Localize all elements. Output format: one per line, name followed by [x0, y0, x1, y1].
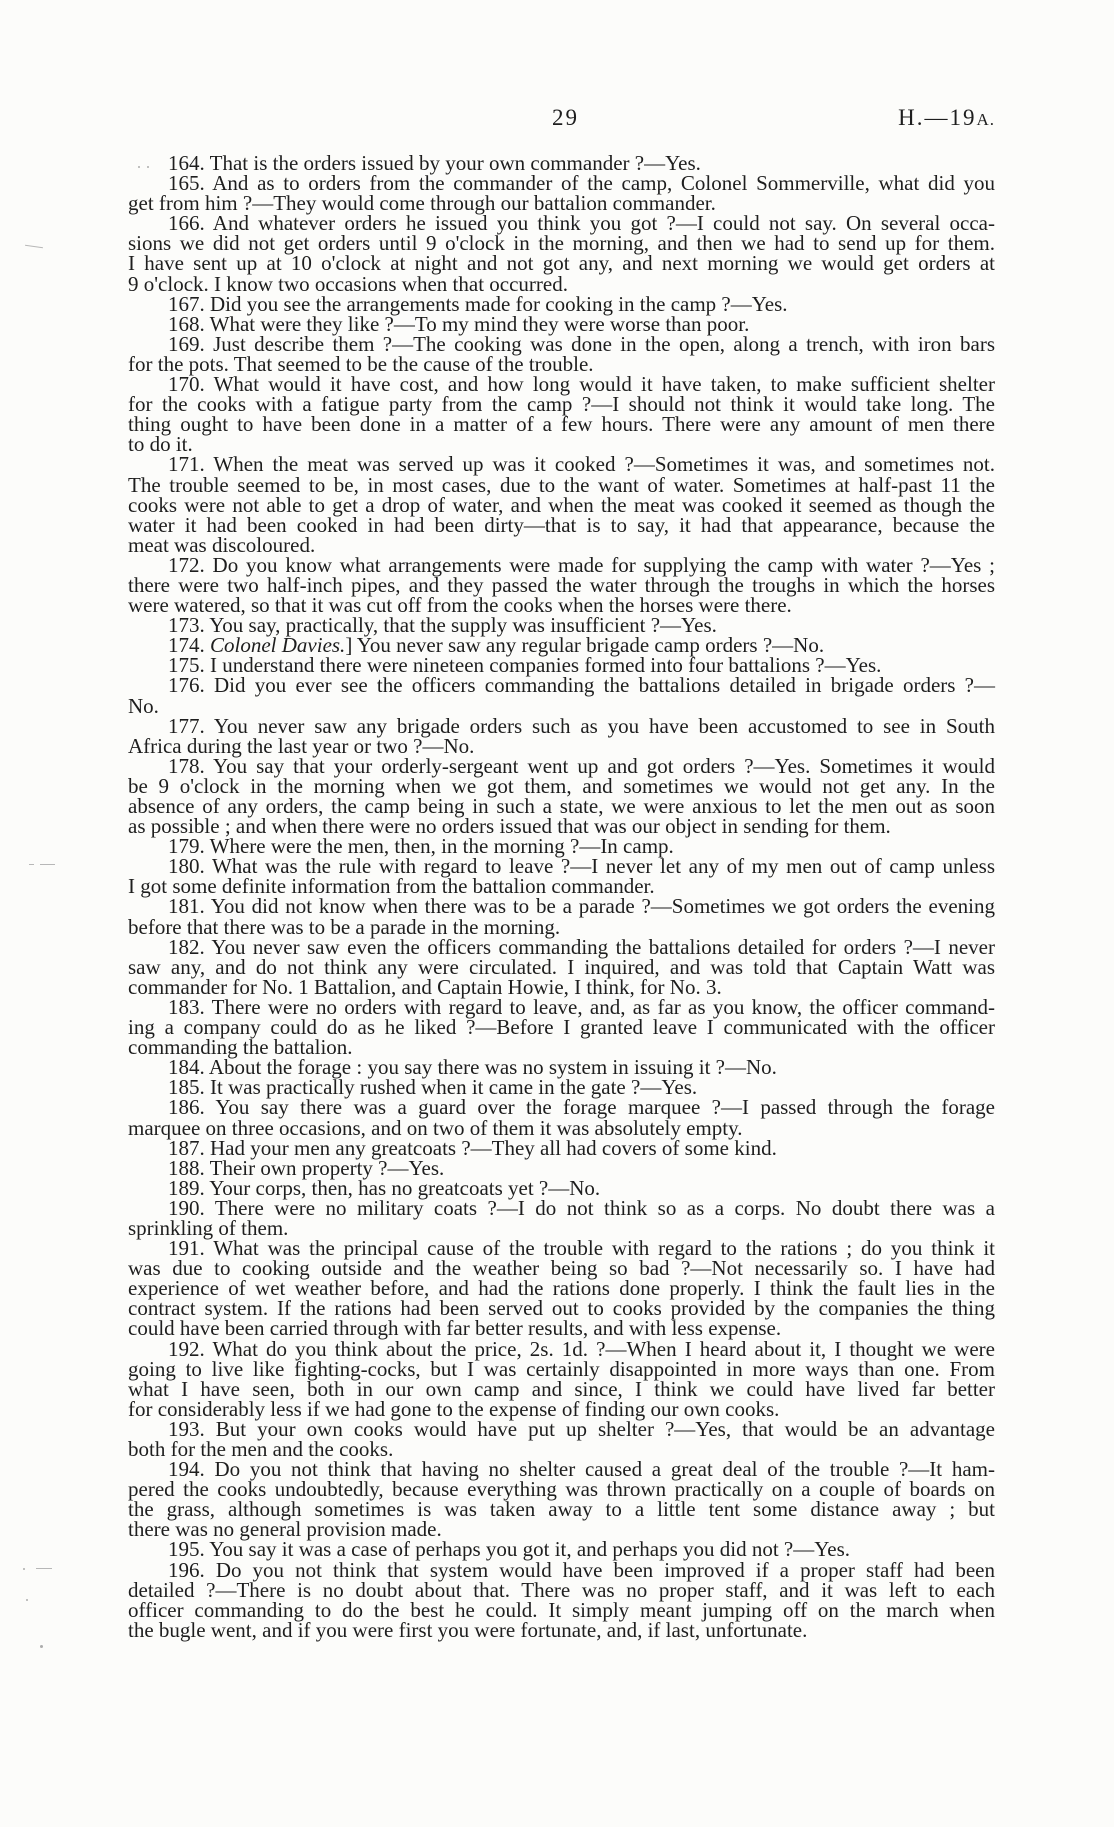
- text-line: absence of any orders, the camp being in such a state, we were anxious to let the men out as soon: [128, 794, 995, 818]
- text-line: were watered, so that it was cut off from the cooks when the horses were there.: [128, 593, 792, 618]
- paragraph: [128, 153, 995, 173]
- text-line: could have been carried through with far better results, and with less expense.: [128, 1316, 782, 1341]
- scan-mark: [29, 864, 34, 865]
- report-id: [898, 104, 995, 134]
- paragraph: [128, 673, 995, 718]
- text-line: ing a company could do as he liked ?—Before I granted leave I communicated with the officer: [128, 1015, 995, 1040]
- paragraph: [128, 1336, 995, 1421]
- paragraph: [128, 291, 995, 316]
- text-line: get from him ?—They would come through our battalion commander.: [128, 191, 716, 216]
- text-line: be 9 o'clock in the morning when we got them, and sometimes we would not get any. In the: [128, 773, 995, 798]
- text-line: The trouble seemed to be, in most cases, due to the want of water. Sometimes at half-past 11 the: [128, 472, 995, 497]
- report-id-main: H.—19: [898, 105, 977, 130]
- paragraph: [128, 1236, 995, 1341]
- text-line: before that there was to be a parade in the morning.: [128, 914, 561, 939]
- paragraph: [128, 633, 995, 658]
- text-segment: 174.: [168, 633, 210, 658]
- text-line: water it had been cooked in had been dirty—that is to say, it had that appearance, because the: [128, 512, 995, 537]
- speaker-name: Colonel Davies.: [210, 633, 346, 658]
- text-line: 9 o'clock. I know two occasions when that occurred.: [128, 271, 568, 296]
- text-line: the grass, although sometimes is was taken away to a little tent some distance away ; but: [128, 1497, 995, 1522]
- text-line: 190. There were no military coats ?—I do not think so as a corps. No doubt there was a: [168, 1195, 995, 1220]
- text-line: 187. Had your men any greatcoats ?—They all had covers of some kind.: [168, 1135, 777, 1160]
- scan-mark: [25, 245, 43, 248]
- text-line: 185. It was practically rushed when it came in the gate ?—Yes.: [168, 1075, 698, 1100]
- paragraph: [128, 1095, 995, 1140]
- text-line: 172. Do you know what arrangements were made for supplying the camp with water ?—Yes ;: [168, 552, 995, 577]
- text-line: commander for No. 1 Battalion, and Captain Howie, I think, for No. 3.: [128, 974, 722, 999]
- scan-mark: [23, 1568, 25, 1570]
- text-line: 195. You say it was a case of perhaps you got it, and perhaps you did not ?—Yes.: [168, 1537, 851, 1562]
- text-line: detailed ?—There is no doubt about that. There was no proper staff, and it was left to each: [128, 1577, 995, 1602]
- paragraph: [128, 1175, 995, 1200]
- scan-mark: [26, 1599, 28, 1601]
- text-line: 177. You never saw any brigade orders such as you have been accustomed to see in South: [168, 713, 995, 738]
- paragraph: [128, 552, 995, 618]
- text-line: meat was discoloured.: [128, 532, 316, 557]
- text-line: 186. You say there was a guard over the forage marquee ?—I passed through the forage: [168, 1095, 995, 1120]
- text-line: 176. Did you ever see the officers commanding the battalions detailed in brigade orders ?—: [168, 673, 995, 698]
- text-line: 193. But your own cooks would have put up shelter ?—Yes, that would be an advantage: [168, 1416, 995, 1441]
- text-line: 171. When the meat was served up was it cooked ?—Sometimes it was, and sometimes not.: [168, 452, 995, 477]
- text-line: there was no general provision made.: [128, 1517, 442, 1542]
- paragraph: [128, 331, 995, 376]
- page-number: 29: [552, 105, 579, 130]
- paragraph: [128, 1075, 995, 1100]
- text-line: 182. You never saw even the officers commanding the battalions detailed for orders ?—I never: [168, 934, 995, 959]
- text-line: 173. You say, practically, that the supply was insufficient ?—Yes.: [168, 613, 717, 638]
- text-line: 192. What do you think about the price, 2s. 1d. ?—When I heard about it, I thought we were: [168, 1336, 995, 1361]
- text-line: 170. What would it have cost, and how long would it have taken, to make sufficient shelter: [168, 372, 995, 397]
- text-line: 189. Your corps, then, has no greatcoats yet ?—No.: [168, 1175, 601, 1200]
- text-line: 168. What were they like ?—To my mind they were worse than poor.: [168, 311, 750, 336]
- scan-mark: [40, 864, 55, 865]
- text-line: 194. Do you not think that having no shelter caused a great deal of the trouble ?—It ham-: [168, 1457, 995, 1482]
- text-line: 183. There were no orders with regard to leave, and, as far as you know, the officer command-: [168, 994, 995, 1019]
- text-line: saw any, and do not think any were circulated. I inquired, and was told that Captain Watt was: [128, 954, 995, 979]
- text-line: both for the men and the cooks.: [128, 1437, 394, 1461]
- text-line: 180. What was the rule with regard to leave ?—I never let any of my men out of camp unless: [168, 854, 995, 879]
- text-line: for considerably less if we had gone to the expense of finding our own cooks.: [128, 1396, 780, 1421]
- text-line: 191. What was the principal cause of the trouble with regard to the rations ; do you think it: [168, 1236, 995, 1261]
- scan-mark: [138, 166, 140, 168]
- text-line: as possible ; and when there were no orders issued that was our object in sending for them.: [128, 814, 891, 839]
- paragraph: [128, 653, 995, 678]
- text-line: 196. Do you not think that system would have been improved if a proper staff had been: [168, 1557, 995, 1582]
- text-line: officer commanding to do the best he could. It simply meant jumping off on the march when: [128, 1597, 995, 1622]
- text-line: for the cooks with a fatigue party from the camp ?—I should not think it would take long. The: [128, 392, 995, 417]
- text-segment: ] You never saw any regular brigade camp orders ?—No.: [345, 633, 825, 658]
- scan-mark: [147, 166, 149, 168]
- paragraph: [128, 211, 995, 296]
- text-line: 164. That is the orders issued by your own commander ?—Yes.: [168, 151, 701, 175]
- text-line: thing ought to have been done in a matter of a few hours. There were any amount of men there: [128, 412, 995, 437]
- text-line: the bugle went, and if you were first you were fortunate, and, if last, unfortunate.: [128, 1617, 808, 1642]
- text-line: marquee on three occasions, and on two of them it was absolutely empty.: [128, 1115, 743, 1140]
- paragraph: [128, 1416, 995, 1461]
- text-line: 167. Did you see the arrangements made for cooking in the camp ?—Yes.: [168, 291, 788, 316]
- paragraph: [128, 854, 995, 899]
- text-line: I have sent up at 10 o'clock at night and not got any, and next morning we would get orders at: [128, 251, 995, 276]
- paragraph: [128, 1457, 995, 1542]
- text-line: 165. And as to orders from the commander of the camp, Colonel Sommerville, what did you: [168, 171, 995, 196]
- text-line: pered the cooks undoubtedly, because everything was thrown practically on a couple of boards on: [128, 1477, 995, 1502]
- paragraph: [128, 1135, 995, 1160]
- paragraph: [128, 311, 995, 336]
- text-line: going to live like fighting-cocks, but I was certainly disappointed in more ways than one. From: [128, 1356, 995, 1381]
- text-line: 184. About the forage : you say there was no system in issuing it ?—No.: [168, 1055, 777, 1080]
- text-line: [128, 633, 995, 658]
- text-line: commanding the battalion.: [128, 1035, 353, 1060]
- paragraph: [128, 753, 995, 839]
- text-line: what I have seen, both in our own camp and since, I think we could have lived far better: [128, 1376, 995, 1401]
- text-line: there were two half-inch pipes, and they passed the water through the troughs in which the horses: [128, 572, 995, 597]
- body-text: [128, 153, 995, 1640]
- text-line: sions we did not get orders until 9 o'clock in the morning, and then we had to send up for them.: [128, 231, 995, 256]
- paragraph: [128, 1055, 995, 1080]
- text-line: sprinkling of them.: [128, 1215, 289, 1240]
- text-line: 179. Where were the men, then, in the morning ?—In camp.: [168, 834, 674, 859]
- scan-mark: [40, 1645, 43, 1648]
- text-line: 178. You say that your orderly-sergeant went up and got orders ?—Yes. Sometimes it would: [168, 753, 995, 778]
- text-line: 188. Their own property ?—Yes.: [168, 1155, 445, 1180]
- text-line: contract system. If the rations had been served out to cooks provided by the companies the thing: [128, 1296, 995, 1321]
- text-line: I got some definite information from the battalion commander.: [128, 874, 655, 899]
- paragraph: [128, 171, 995, 216]
- paragraph: [128, 613, 995, 638]
- report-id-suffix: A.: [976, 110, 995, 129]
- paragraph: [128, 372, 995, 457]
- paragraph: [128, 1537, 995, 1562]
- text-line: 175. I understand there were nineteen companies formed into four battalions ?—Yes.: [168, 653, 882, 678]
- paragraph: [128, 834, 995, 859]
- text-line: to do it.: [128, 432, 193, 457]
- paragraph: [128, 1557, 995, 1642]
- text-line: 169. Just describe them ?—The cooking was done in the open, along a trench, with iron bars: [168, 331, 995, 356]
- text-line: was due to cooking outside and the weather being so bad ?—Not necessarily so. I have had: [128, 1256, 995, 1281]
- text-line: 181. You did not know when there was to be a parade ?—Sometimes we got orders the evening: [168, 894, 995, 919]
- text-line: for the pots. That seemed to be the cause of the trouble.: [128, 351, 594, 376]
- paragraph: [128, 894, 995, 939]
- paragraph: [128, 452, 995, 557]
- text-line: experience of wet weather before, and had the rations done properly. I think the fault lies in the: [128, 1276, 995, 1301]
- scan-mark: [36, 1568, 52, 1569]
- paragraph: [128, 713, 995, 758]
- text-line: Africa during the last year or two ?—No.: [128, 733, 475, 758]
- paragraph: [128, 934, 995, 999]
- text-line: cooks were not able to get a drop of water, and when the meat was cooked it seemed as though the: [128, 492, 995, 517]
- paragraph: [128, 994, 995, 1060]
- text-line: No.: [128, 693, 159, 718]
- text-line: 166. And whatever orders he issued you think you got ?—I could not say. On several occa-: [168, 211, 995, 236]
- paragraph: [128, 1155, 995, 1180]
- paragraph: [128, 1195, 995, 1240]
